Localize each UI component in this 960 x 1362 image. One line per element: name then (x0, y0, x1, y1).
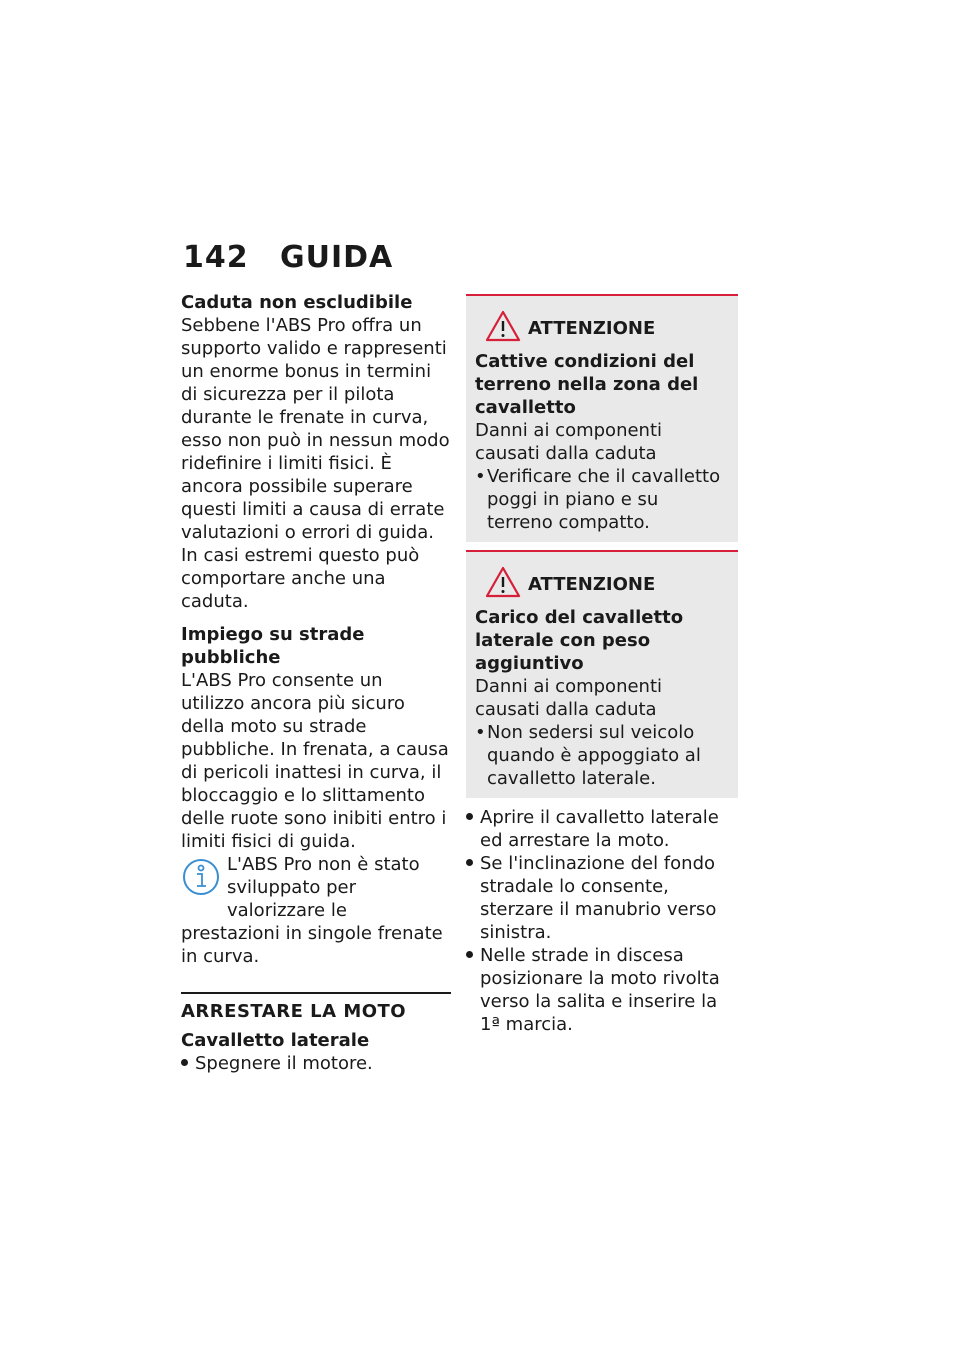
left-column (181, 291, 451, 1075)
warning-text: Danni ai componenti causati dalla caduta (475, 676, 663, 720)
heading-caduta: Caduta non escludibile (181, 292, 413, 313)
page-header (183, 240, 393, 275)
bullet-icon (466, 806, 480, 852)
list-item: • Non sedersi sul veicolo quando è appoggiato al cavalletto laterale. (475, 721, 728, 790)
list-item: Nelle strade in discesa posizionare la moto rivolta verso la salita e inserire la 1ª marcia. (466, 944, 738, 1036)
warning-triangle-icon (485, 310, 521, 342)
paragraph-caduta: Sebbene l'ABS Pro offra un supporto valido e rappresenti un enorme bonus in termini di sicurezza per il pilota durante le frenate in curva, esso non può in nessun modo ridefinire i limiti fisici. È ancora possibile superare questi limiti a causa di errate valutazioni o errori di guida. In casi estremi questo può comportare anche una caduta. (181, 315, 450, 612)
warning-text: Danni ai componenti causati dalla caduta (475, 420, 663, 464)
list-item: • Verificare che il cavalletto poggi in piano e su terreno compatto. (475, 465, 728, 534)
steps-list (466, 806, 738, 1036)
warning-title: Carico del cavalletto laterale con peso aggiuntivo (475, 607, 684, 674)
paragraph-strade-pubbliche: L'ABS Pro consente un utilizzo ancora più sicuro della moto su strade pubbliche. In frenata, a causa di pericoli inattesi in curva, il bloccaggio e lo slittamento delle ruote sono inibiti entro i limiti fisici di guida. (181, 670, 449, 852)
warning-label: ATTENZIONE (528, 574, 656, 595)
warning-label: ATTENZIONE (528, 318, 656, 339)
info-text: L'ABS Pro non è stato sviluppato per valorizzare le prestazioni in singole frenate in curva. (181, 854, 443, 967)
warning-title: Cattive condizioni del terreno nella zona del cavalletto (475, 351, 699, 418)
list-item: Spegnere il motore. (181, 1052, 451, 1075)
warning-triangle-icon (485, 566, 521, 598)
info-note (181, 853, 451, 968)
chapter-title: GUIDA (280, 240, 394, 275)
bullet-icon (475, 465, 487, 534)
bullet-icon (466, 852, 480, 944)
warning-box (466, 550, 738, 798)
heading-cavalletto: Cavalletto laterale (181, 1030, 370, 1051)
info-icon (181, 855, 221, 901)
bullet-icon (475, 721, 487, 790)
list-item: Aprire il cavalletto laterale ed arrestare la moto. (466, 806, 738, 852)
heading-strade-pubbliche: Impiego su strade pubbliche (181, 624, 365, 668)
bullet-icon (466, 944, 480, 1036)
page-number: 142 (183, 240, 249, 275)
list-item: Se l'inclinazione del fondo stradale lo consente, sterzare il manubrio verso sinistra. (466, 852, 738, 944)
bullet-icon (181, 1052, 195, 1075)
section-title-arrestare: ARRESTARE LA MOTO (181, 992, 451, 1023)
warning-box (466, 294, 738, 542)
right-column (466, 294, 738, 1036)
